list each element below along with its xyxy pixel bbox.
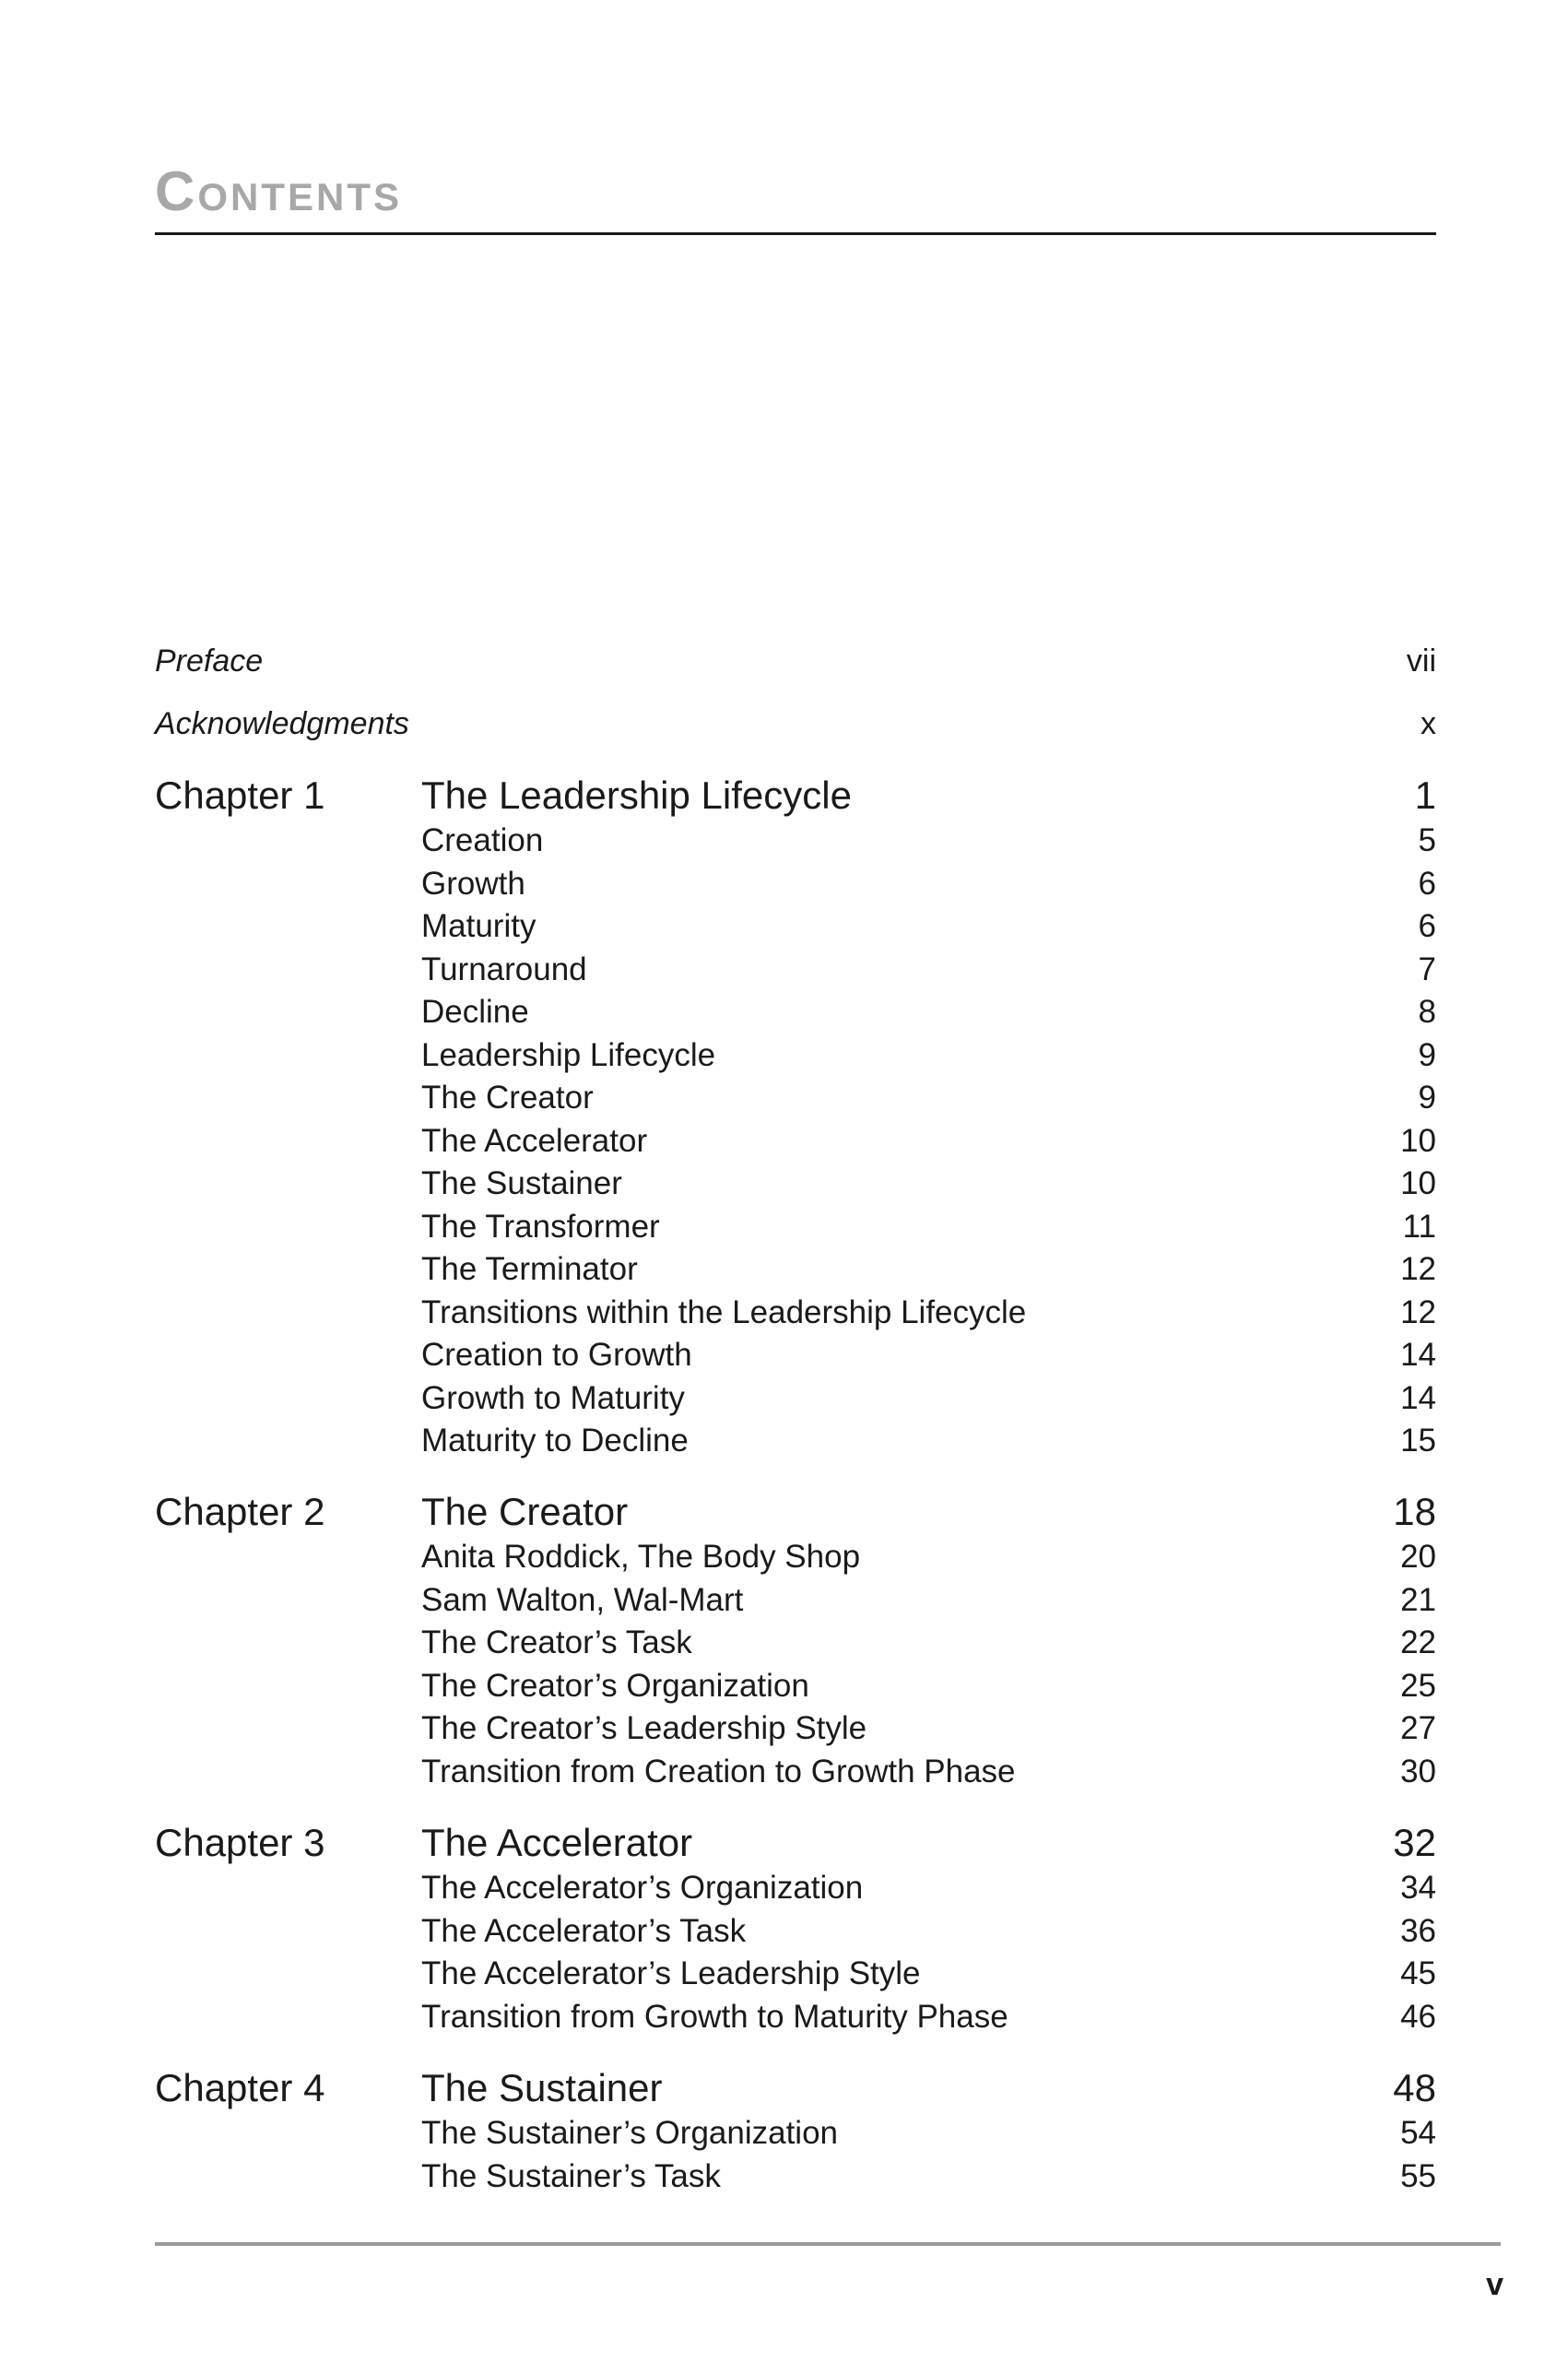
section-title: The Creator’s Task: [421, 1624, 692, 1660]
section-page: 55: [1400, 2157, 1436, 2194]
section-title: The Accelerator’s Organization: [421, 1870, 864, 1906]
section-title: The Accelerator’s Leadership Style: [421, 1955, 921, 1991]
toc-section[interactable]: [155, 1420, 1436, 1463]
section-page: 7: [1418, 951, 1436, 987]
section-page: 6: [1418, 908, 1436, 944]
section-title: The Accelerator: [421, 1122, 648, 1159]
section-page: 36: [1400, 1912, 1436, 1949]
toc-section[interactable]: [155, 1953, 1436, 1996]
toc-entry-label: Preface: [155, 644, 264, 679]
toc-section[interactable]: [155, 1665, 1436, 1708]
section-title: Leadership Lifecycle: [421, 1036, 716, 1073]
section-page: 6: [1418, 865, 1436, 902]
chapter-number: Chapter 4: [155, 2066, 325, 2109]
chapter-number: Chapter 1: [155, 774, 325, 817]
section-title: Creation: [421, 822, 544, 858]
section-title: Transitions within the Leadership Lifecycle: [421, 1293, 1027, 1330]
toc-section[interactable]: [155, 1377, 1436, 1421]
toc-section[interactable]: [155, 863, 1436, 906]
chapter-number: Chapter 2: [155, 1490, 325, 1533]
chapter-title: The Sustainer: [421, 2066, 663, 2109]
chapter-page: 18: [1393, 1490, 1436, 1533]
toc-section[interactable]: [155, 1707, 1436, 1751]
chapter-heading[interactable]: [155, 772, 1436, 820]
section-title: The Sustainer’s Task: [421, 2157, 721, 2194]
toc-section[interactable]: [155, 1120, 1436, 1163]
chapter-page: 48: [1393, 2066, 1436, 2109]
toc-section[interactable]: [155, 2155, 1436, 2199]
section-title: The Transformer: [421, 1208, 660, 1245]
chapter-title: The Creator: [421, 1490, 629, 1533]
section-title: Creation to Growth: [421, 1337, 692, 1373]
section-page: 30: [1400, 1753, 1436, 1789]
chapter-title: The Accelerator: [421, 1821, 693, 1864]
chapter-number: Chapter 3: [155, 1821, 325, 1864]
chapter-3: [155, 1819, 1436, 2038]
toc-entry-page: x: [1421, 706, 1436, 741]
section-title: Sam Walton, Wal-Mart: [421, 1581, 744, 1618]
toc-entry-label: Acknowledgments: [155, 706, 409, 741]
section-title: Maturity: [421, 908, 536, 944]
chapter-heading[interactable]: [155, 1819, 1436, 1867]
toc-entry-page: vii: [1406, 644, 1436, 679]
toc-section[interactable]: [155, 1292, 1436, 1335]
section-title: The Terminator: [421, 1251, 638, 1287]
section-page: 11: [1402, 1208, 1436, 1245]
chapter-heading[interactable]: [155, 2064, 1436, 2112]
toc-section[interactable]: [155, 1751, 1436, 1794]
toc-entry-acknowledgments[interactable]: [155, 703, 1436, 744]
section-title: Growth: [421, 865, 525, 902]
toc-section[interactable]: [155, 991, 1436, 1034]
section-title: The Creator’s Organization: [421, 1667, 809, 1704]
section-page: 46: [1400, 1998, 1436, 2035]
section-title: Transition from Growth to Maturity Phase: [421, 1998, 1008, 2035]
toc-section[interactable]: [155, 1579, 1436, 1623]
section-page: 45: [1400, 1955, 1436, 1991]
toc-section[interactable]: [155, 1996, 1436, 2039]
section-title: The Sustainer: [421, 1165, 622, 1201]
toc-section[interactable]: [155, 1867, 1436, 1910]
section-page: 34: [1400, 1870, 1436, 1906]
toc-section[interactable]: [155, 1334, 1436, 1377]
chapter-1: [155, 772, 1436, 1463]
toc-section[interactable]: [155, 1163, 1436, 1206]
page-title: Contents: [155, 160, 402, 222]
section-page: 12: [1400, 1251, 1436, 1287]
toc-section[interactable]: [155, 2112, 1436, 2155]
chapter-heading[interactable]: [155, 1488, 1436, 1536]
footer-rule: [155, 2242, 1501, 2246]
chapter-page: 1: [1414, 774, 1436, 817]
section-page: 22: [1400, 1624, 1436, 1660]
toc-section[interactable]: [155, 949, 1436, 992]
toc-section[interactable]: [155, 1536, 1436, 1579]
section-page: 20: [1400, 1539, 1436, 1575]
section-title: The Creator: [421, 1080, 594, 1116]
section-page: 21: [1400, 1581, 1436, 1618]
section-page: 9: [1418, 1036, 1436, 1073]
section-page: 12: [1400, 1293, 1436, 1330]
toc-entry-preface[interactable]: [155, 641, 1436, 681]
section-title: Growth to Maturity: [421, 1379, 685, 1416]
page-number: v: [1486, 2267, 1503, 2302]
section-title: The Sustainer’s Organization: [421, 2115, 839, 2151]
toc-section[interactable]: [155, 1034, 1436, 1078]
toc-section[interactable]: [155, 1622, 1436, 1665]
section-page: 5: [1418, 822, 1436, 858]
section-page: 14: [1400, 1379, 1436, 1416]
section-title: Transition from Creation to Growth Phase: [421, 1753, 1016, 1789]
section-title: The Accelerator’s Task: [421, 1912, 747, 1949]
toc-section[interactable]: [155, 1248, 1436, 1292]
chapter-4: [155, 2064, 1436, 2198]
title-rule: [155, 232, 1436, 235]
section-page: 10: [1400, 1165, 1436, 1201]
section-title: The Creator’s Leadership Style: [421, 1710, 867, 1746]
chapter-2: [155, 1488, 1436, 1793]
section-page: 9: [1418, 1080, 1436, 1116]
toc-section[interactable]: [155, 905, 1436, 949]
chapter-title: The Leadership Lifecycle: [421, 774, 852, 817]
section-page: 25: [1400, 1667, 1436, 1704]
section-page: 15: [1400, 1423, 1436, 1459]
chapter-page: 32: [1393, 1821, 1436, 1864]
section-page: 54: [1400, 2115, 1436, 2151]
toc-section[interactable]: [155, 1910, 1436, 1954]
section-page: 14: [1400, 1337, 1436, 1373]
toc-section[interactable]: [155, 1077, 1436, 1120]
section-title: Anita Roddick, The Body Shop: [421, 1539, 861, 1575]
section-page: 10: [1400, 1122, 1436, 1159]
section-page: 8: [1418, 994, 1436, 1030]
section-title: Turnaround: [421, 951, 587, 987]
toc-section[interactable]: [155, 820, 1436, 863]
section-title: Maturity to Decline: [421, 1423, 689, 1459]
section-page: 27: [1400, 1710, 1436, 1746]
toc-section[interactable]: [155, 1206, 1436, 1249]
section-title: Decline: [421, 994, 529, 1030]
